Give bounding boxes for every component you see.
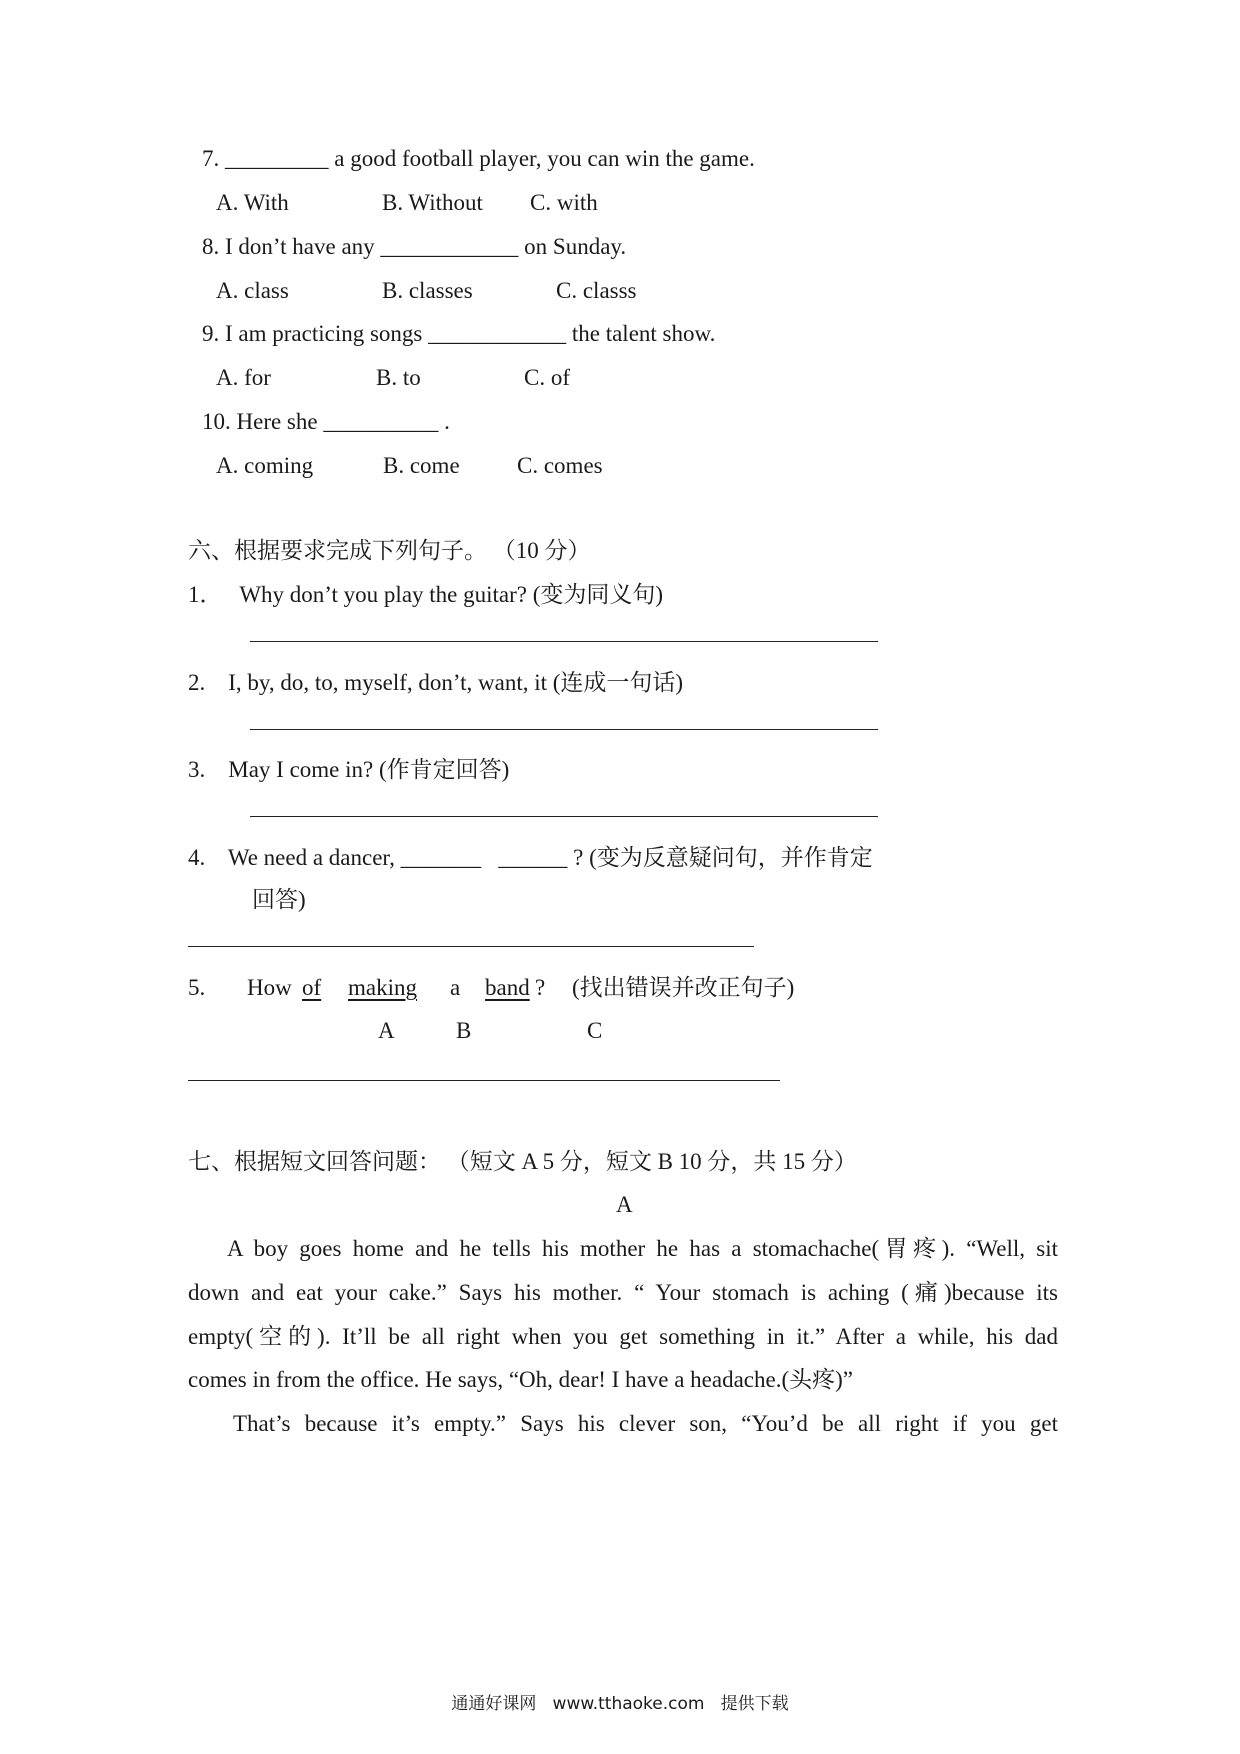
passage-line-3: empty(空的). It’ll be all right when you get something in it.” After a while, his dad: [188, 1324, 1058, 1349]
sentence-5-label-a: A: [378, 1018, 395, 1043]
sentence-5-word-of: of: [302, 975, 322, 1000]
answer-line-2: [250, 729, 878, 730]
question-9-option-b: B. to: [376, 365, 421, 390]
question-10-option-a: A. coming: [216, 453, 314, 478]
sentence-5-label-c: C: [587, 1018, 603, 1043]
answer-line-4: [188, 946, 754, 947]
sentence-5-word-band: band: [485, 975, 530, 1000]
answer-line-5: [188, 1080, 780, 1081]
sentence-3: 3. May I come in? (作肯定回答): [188, 757, 510, 782]
question-8-option-b: B. classes: [382, 278, 473, 303]
question-9-stem: 9. I am practicing songs ____________ the talent show.: [202, 321, 716, 346]
sentence-5-number: 5.: [188, 975, 206, 1000]
passage-line-2: down and eat your cake.” Says his mother. “ Your stomach is aching (痛)because its: [188, 1280, 1058, 1305]
section-6-title: 六、根据要求完成下列句子。 （10 分）: [188, 538, 591, 563]
sentence-1: 1． Why don’t you play the guitar? (变为同义句): [188, 582, 664, 607]
question-8-option-a: A. class: [216, 278, 289, 303]
question-10-stem: 10. Here she __________ .: [202, 409, 450, 434]
sentence-5-word-making: making: [348, 975, 417, 1000]
question-8-option-c: C. classs: [556, 278, 637, 303]
sentence-4: 4. We need a dancer, _______ ______ ? (变为反意疑问句，并作肯定: [188, 845, 873, 870]
question-7-option-b: B. Without: [382, 190, 483, 215]
passage-a-heading: A: [616, 1192, 633, 1217]
question-9-option-c: C. of: [524, 365, 570, 390]
question-7-option-a: A. With: [216, 190, 289, 215]
question-7-option-c: C. with: [530, 190, 598, 215]
section-7-title: 七、根据短文回答问题： （短文 A 5 分，短文 B 10 分，共 15 分）: [188, 1149, 857, 1174]
sentence-5-question-mark: ?: [535, 975, 546, 1000]
question-9-option-a: A. for: [216, 365, 271, 390]
question-10-option-c: C. comes: [517, 453, 603, 478]
sentence-5-word-a: a: [450, 975, 461, 1000]
passage-line-4: comes in from the office. He says, “Oh, dear! I have a headache.(头疼)”: [188, 1367, 854, 1392]
answer-line-3: [250, 816, 878, 817]
sentence-4-continued: 回答): [252, 887, 306, 912]
sentence-5-instruction: (找出错误并改正句子): [572, 975, 795, 1000]
sentence-5-label-b: B: [456, 1018, 472, 1043]
answer-line-1: [250, 641, 878, 642]
question-7-stem: 7. _________ a good football player, you can win the game.: [202, 146, 755, 171]
sentence-5-word-how: How: [247, 975, 292, 1000]
footer-credit: 通通好课网 www.tthaoke.com 提供下载: [451, 1694, 789, 1714]
passage-line-1: A boy goes home and he tells his mother he has a stomachache(胃疼). “Well, sit: [227, 1236, 1058, 1261]
passage-line-5: That’s because it’s empty.” Says his clever son, “You’d be all right if you get: [233, 1411, 1058, 1436]
question-8-stem: 8. I don’t have any ____________ on Sunday.: [202, 234, 627, 259]
sentence-2: 2. I, by, do, to, myself, don’t, want, it (连成一句话): [188, 670, 684, 695]
question-10-option-b: B. come: [383, 453, 460, 478]
